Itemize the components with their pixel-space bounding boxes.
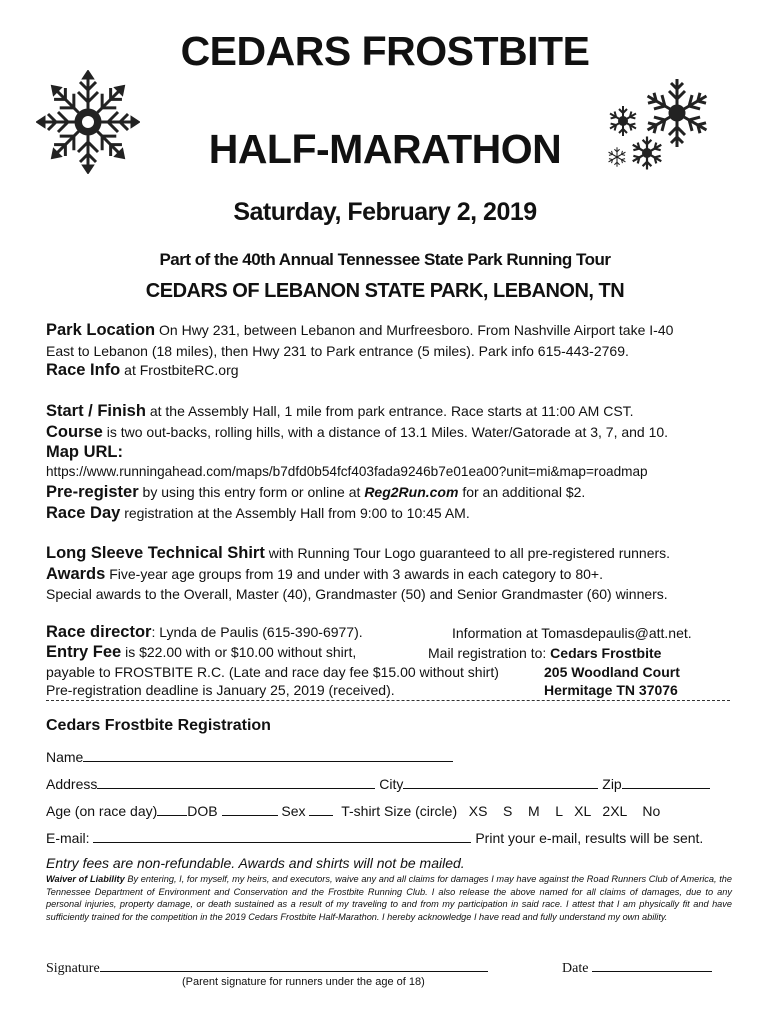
information-email: Information at Tomasdepaulis@att.net. bbox=[452, 625, 692, 641]
race-info bbox=[46, 361, 239, 380]
mail-street: 205 Woodland Court bbox=[544, 664, 680, 680]
subtitle: Part of the 40th Annual Tennessee State Park Running Tour bbox=[159, 250, 611, 269]
race-info-label: Race Info bbox=[46, 361, 121, 379]
tshirt-label: T-shirt Size (circle) bbox=[341, 803, 458, 819]
park-location-label: Park Location bbox=[46, 321, 156, 339]
cut-line bbox=[46, 700, 730, 701]
awards bbox=[46, 565, 603, 584]
preregister-text1: by using this entry form or online at bbox=[138, 484, 365, 500]
start-label: Start / Finish bbox=[46, 402, 146, 420]
shirt-text: with Running Tour Logo guaranteed to all pre-registered runners. bbox=[264, 545, 671, 561]
title-line-1: CEDARS FROSTBITE bbox=[180, 28, 590, 74]
email-field[interactable] bbox=[93, 829, 471, 843]
waiver-label: Waiver of Liability bbox=[46, 874, 125, 884]
preregister-label: Pre-register bbox=[46, 483, 139, 501]
fee-label: Entry Fee bbox=[46, 643, 122, 661]
city-label: City bbox=[379, 776, 404, 792]
special-awards: Special awards to the Overall, Master (40), Grandmaster (50) and Senior Grandmaster (60) winners. bbox=[46, 586, 668, 602]
race-director bbox=[46, 623, 363, 642]
date-label: Date bbox=[562, 961, 589, 976]
mail-city: Hermitage TN 37076 bbox=[544, 682, 678, 698]
park-location bbox=[46, 321, 673, 340]
reg2run-link[interactable]: Reg2Run.com bbox=[364, 484, 459, 500]
zip-label: Zip bbox=[602, 776, 622, 792]
course-label: Course bbox=[46, 423, 103, 441]
registration-heading: Cedars Frostbite Registration bbox=[46, 717, 271, 734]
dob-label: DOB bbox=[187, 803, 218, 819]
director-text: : Lynda de Paulis (615-390-6977). bbox=[151, 624, 363, 640]
zip-field[interactable] bbox=[622, 775, 710, 789]
payable: payable to FROSTBITE R.C. (Late and race day fee $15.00 without shirt) bbox=[46, 664, 499, 680]
mail-registration bbox=[428, 645, 661, 661]
awards-label: Awards bbox=[46, 565, 106, 583]
size-l[interactable]: L bbox=[555, 803, 563, 819]
size-no[interactable]: No bbox=[642, 803, 661, 819]
course bbox=[46, 423, 668, 442]
raceday-label: Race Day bbox=[46, 504, 121, 522]
map-url[interactable]: https://www.runningahead.com/maps/b7dfd0b54fcf403fada9246b7e01ea00?unit=mi&map=roadmap bbox=[46, 464, 648, 479]
start-finish bbox=[46, 402, 634, 421]
city-field[interactable] bbox=[403, 775, 598, 789]
address-row bbox=[46, 775, 710, 792]
address-label: Address bbox=[46, 776, 98, 792]
dob-field[interactable] bbox=[222, 802, 278, 816]
size-s[interactable]: S bbox=[503, 803, 513, 819]
deadline: Pre-registration deadline is January 25, 2019 (received). bbox=[46, 682, 395, 698]
waiver-of-liability bbox=[46, 873, 732, 923]
fee-text: is $22.00 with or $10.00 without shirt, bbox=[121, 644, 357, 660]
start-text: at the Assembly Hall, 1 mile from park entrance. Race starts at 11:00 AM CST. bbox=[145, 403, 634, 419]
waiver-text: By entering, I, for myself, my heirs, and executors, waive any and all claims for damages I may have against the Road Runners Club of America, the Tennessee Department of Environment and Conservation and the Frostbite Running Club. I also release the above named for all claims of damages, due to any personal injuries, property damage, or death sustained as a result of my traveling to and from my participation in said race. I attest that I am physically fit and have sufficiently trained for the competition in the 2019 Cedars Frostbite Half-Marathon. I hereby acknowledge I have read and fully understand my own ability. bbox=[46, 874, 733, 922]
director-label: Race director bbox=[46, 623, 152, 641]
non-refundable-note: Entry fees are non-refundable. Awards and shirts will not be mailed. bbox=[46, 855, 465, 871]
map-url-label: Map URL: bbox=[46, 443, 123, 461]
name-field[interactable] bbox=[83, 748, 453, 762]
sex-field[interactable] bbox=[309, 802, 333, 816]
email-note: Print your e-mail, results will be sent. bbox=[475, 830, 704, 846]
size-m[interactable]: M bbox=[527, 803, 540, 819]
date-row bbox=[562, 958, 712, 977]
park-location-line2: East to Lebanon (18 miles), then Hwy 231 to Park entrance (5 miles). Park info 615-443-2769. bbox=[46, 343, 629, 359]
race-day bbox=[46, 504, 470, 523]
sex-label: Sex bbox=[281, 803, 306, 819]
age-field[interactable] bbox=[157, 802, 187, 816]
course-text: is two out-backs, rolling hills, with a distance of 13.1 Miles. Water/Gatorade at 3, 7, and 10. bbox=[102, 424, 669, 440]
signature-field[interactable] bbox=[100, 958, 488, 972]
mail-name: Cedars Frostbite bbox=[550, 645, 662, 661]
preregister-text2: for an additional $2. bbox=[458, 484, 586, 500]
raceday-text: registration at the Assembly Hall from 9:00 to 10:45 AM. bbox=[120, 505, 470, 521]
name-label: Name bbox=[46, 749, 84, 765]
email-row bbox=[46, 829, 703, 846]
mail-label: Mail registration to: bbox=[428, 645, 551, 661]
date-field[interactable] bbox=[592, 958, 712, 972]
title-line-2: HALF-MARATHON bbox=[208, 126, 562, 172]
parent-signature-note: (Parent signature for runners under the age of 18) bbox=[182, 976, 425, 988]
awards-text: Five-year age groups from 19 and under with 3 awards in each category to 80+. bbox=[105, 566, 603, 582]
size-xs[interactable]: XS bbox=[468, 803, 488, 819]
email-label: E-mail: bbox=[46, 830, 90, 846]
size-xl[interactable]: XL bbox=[574, 803, 591, 819]
race-info-text: at FrostbiteRC.org bbox=[120, 362, 239, 378]
entry-fee bbox=[46, 643, 356, 662]
address-field[interactable] bbox=[97, 775, 375, 789]
race-date: Saturday, February 2, 2019 bbox=[233, 198, 537, 226]
signature-row bbox=[46, 958, 488, 977]
park-name: CEDARS OF LEBANON STATE PARK, LEBANON, TN bbox=[145, 280, 625, 302]
signature-label: Signature bbox=[46, 961, 100, 976]
pre-register bbox=[46, 483, 585, 502]
age-label: Age (on race day) bbox=[46, 803, 158, 819]
shirt-label: Long Sleeve Technical Shirt bbox=[46, 544, 265, 562]
age-row bbox=[46, 802, 660, 819]
size-2xl[interactable]: 2XL bbox=[602, 803, 627, 819]
shirt-info bbox=[46, 544, 670, 563]
park-location-text: On Hwy 231, between Lebanon and Murfreesboro. From Nashville Airport take I-40 bbox=[155, 322, 674, 338]
name-row bbox=[46, 748, 453, 765]
